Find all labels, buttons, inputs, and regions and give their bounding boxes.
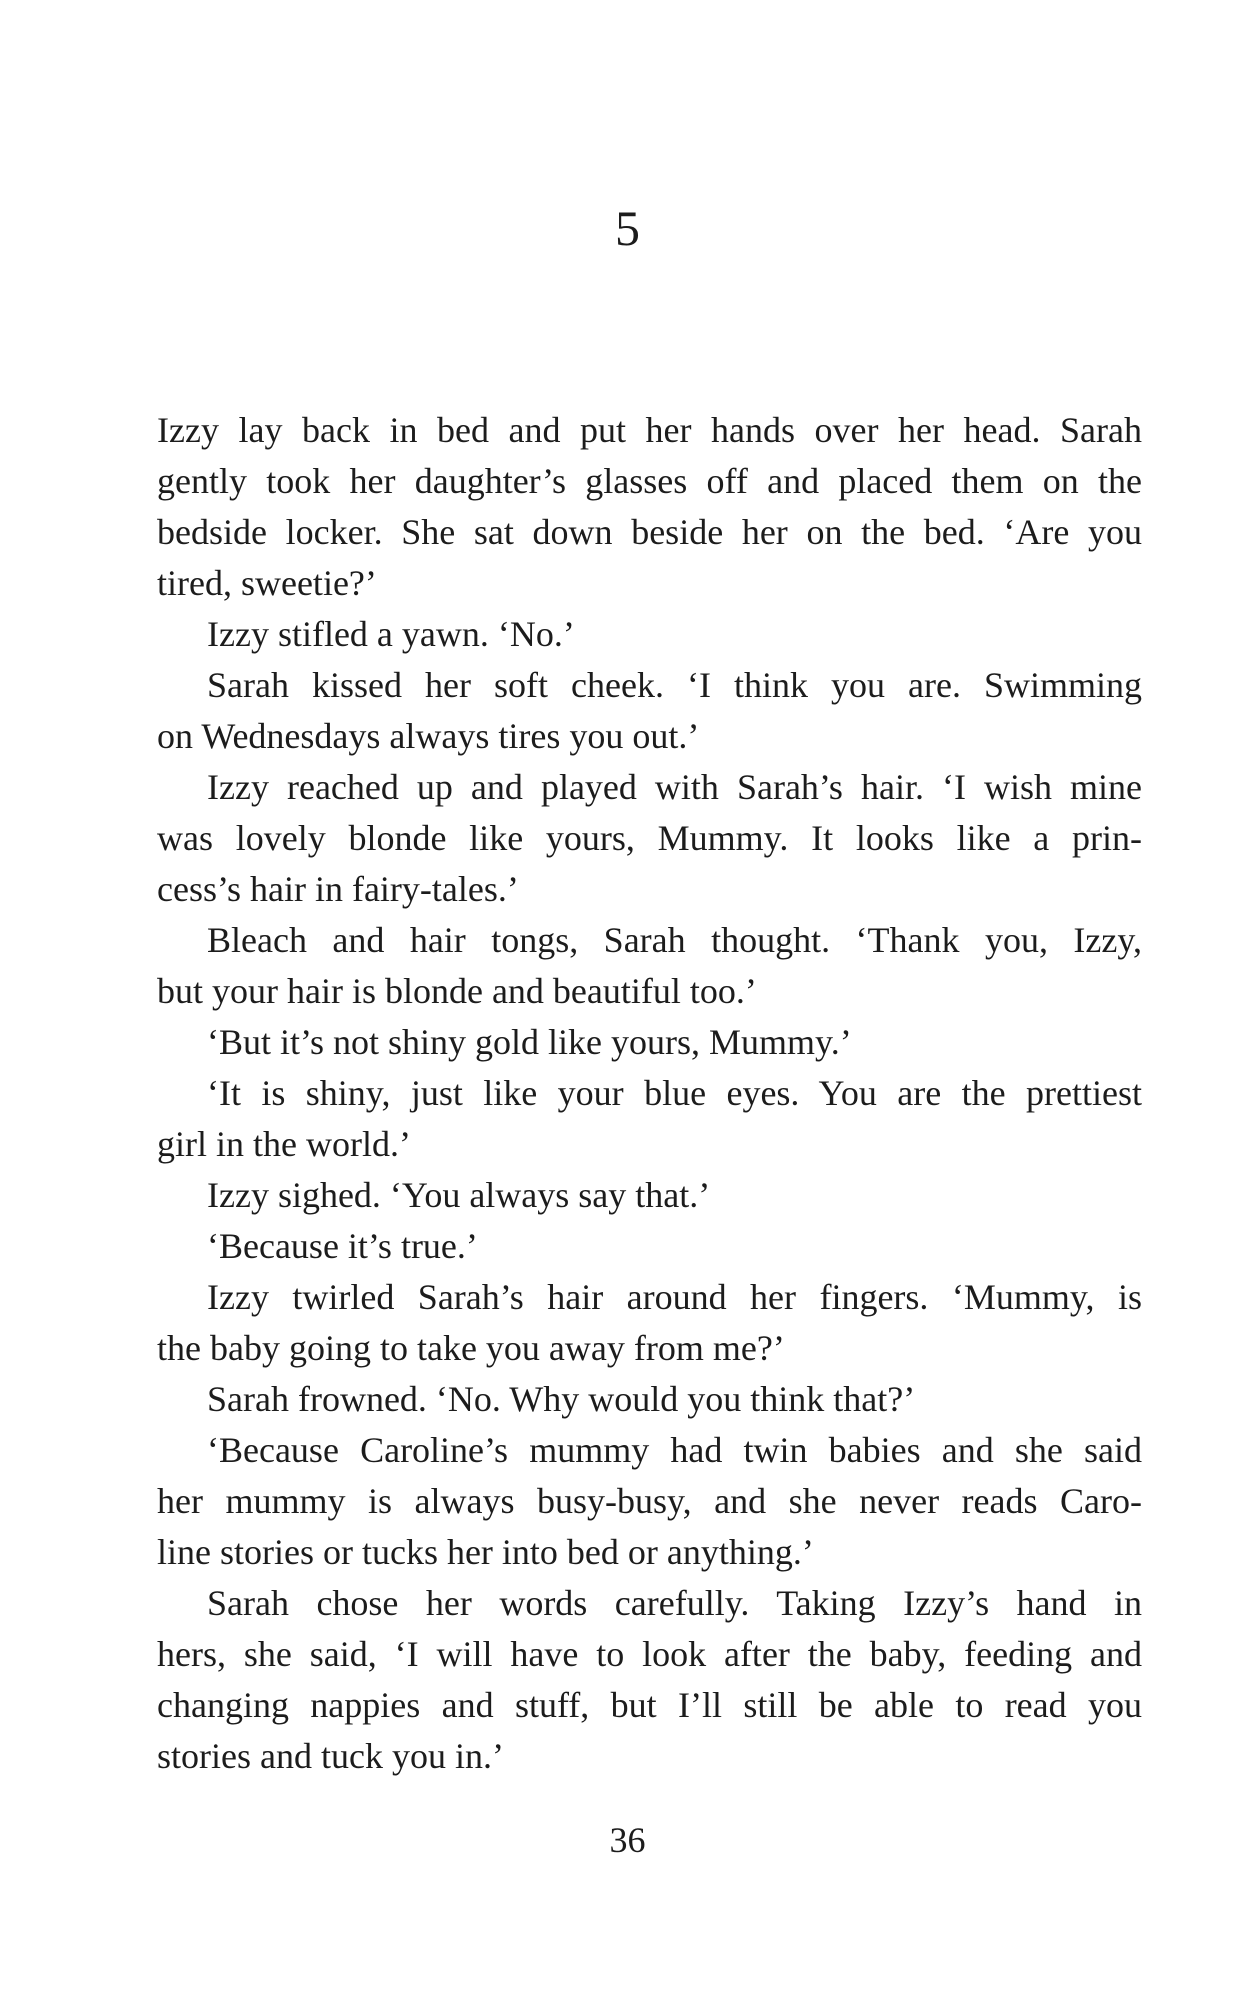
text-line: changing nappies and stuff, but I’ll still be able to read you xyxy=(157,1685,1142,1725)
text-line: Izzy twirled Sarah’s hair around her fingers. ‘Mummy, is xyxy=(207,1277,1142,1317)
text-line: her mummy is always busy-busy, and she never reads Caro- xyxy=(157,1481,1142,1521)
text-line: but your hair is blonde and beautiful too.’ xyxy=(157,971,757,1011)
text-line: Izzy sighed. ‘You always say that.’ xyxy=(207,1175,711,1215)
text-line: Sarah kissed her soft cheek. ‘I think you are. Swimming xyxy=(207,665,1142,705)
text-line: girl in the world.’ xyxy=(157,1124,411,1164)
body-text xyxy=(157,405,1142,1782)
text-line: cess’s hair in fairy-tales.’ xyxy=(157,869,519,909)
text-line: Sarah frowned. ‘No. Why would you think that?’ xyxy=(207,1379,916,1419)
text-line: ‘It is shiny, just like your blue eyes. You are the prettiest xyxy=(207,1073,1142,1113)
text-line: stories and tuck you in.’ xyxy=(157,1736,504,1776)
chapter-number: 5 xyxy=(615,200,640,256)
text-line: hers, she said, ‘I will have to look after the baby, feeding and xyxy=(157,1634,1142,1674)
text-line: on Wednesdays always tires you out.’ xyxy=(157,716,700,756)
text-line: ‘Because it’s true.’ xyxy=(207,1226,478,1266)
text-line: line stories or tucks her into bed or anything.’ xyxy=(157,1532,814,1572)
text-line: Sarah chose her words carefully. Taking Izzy’s hand in xyxy=(207,1583,1142,1623)
text-line: bedside locker. She sat down beside her on the bed. ‘Are you xyxy=(157,512,1142,552)
page-number: 36 xyxy=(609,1820,646,1860)
text-line: Izzy stifled a yawn. ‘No.’ xyxy=(207,614,575,654)
text-line: Bleach and hair tongs, Sarah thought. ‘Thank you, Izzy, xyxy=(207,920,1142,960)
text-line: the baby going to take you away from me?’ xyxy=(157,1328,785,1368)
text-line: ‘Because Caroline’s mummy had twin babies and she said xyxy=(207,1430,1142,1470)
text-line: gently took her daughter’s glasses off and placed them on the xyxy=(157,461,1142,501)
text-line: ‘But it’s not shiny gold like yours, Mummy.’ xyxy=(207,1022,852,1062)
text-line: tired, sweetie?’ xyxy=(157,563,377,603)
text-line: Izzy reached up and played with Sarah’s hair. ‘I wish mine xyxy=(207,767,1142,807)
text-line: Izzy lay back in bed and put her hands over her head. Sarah xyxy=(157,410,1142,450)
text-line: was lovely blonde like yours, Mummy. It looks like a prin- xyxy=(157,818,1142,858)
